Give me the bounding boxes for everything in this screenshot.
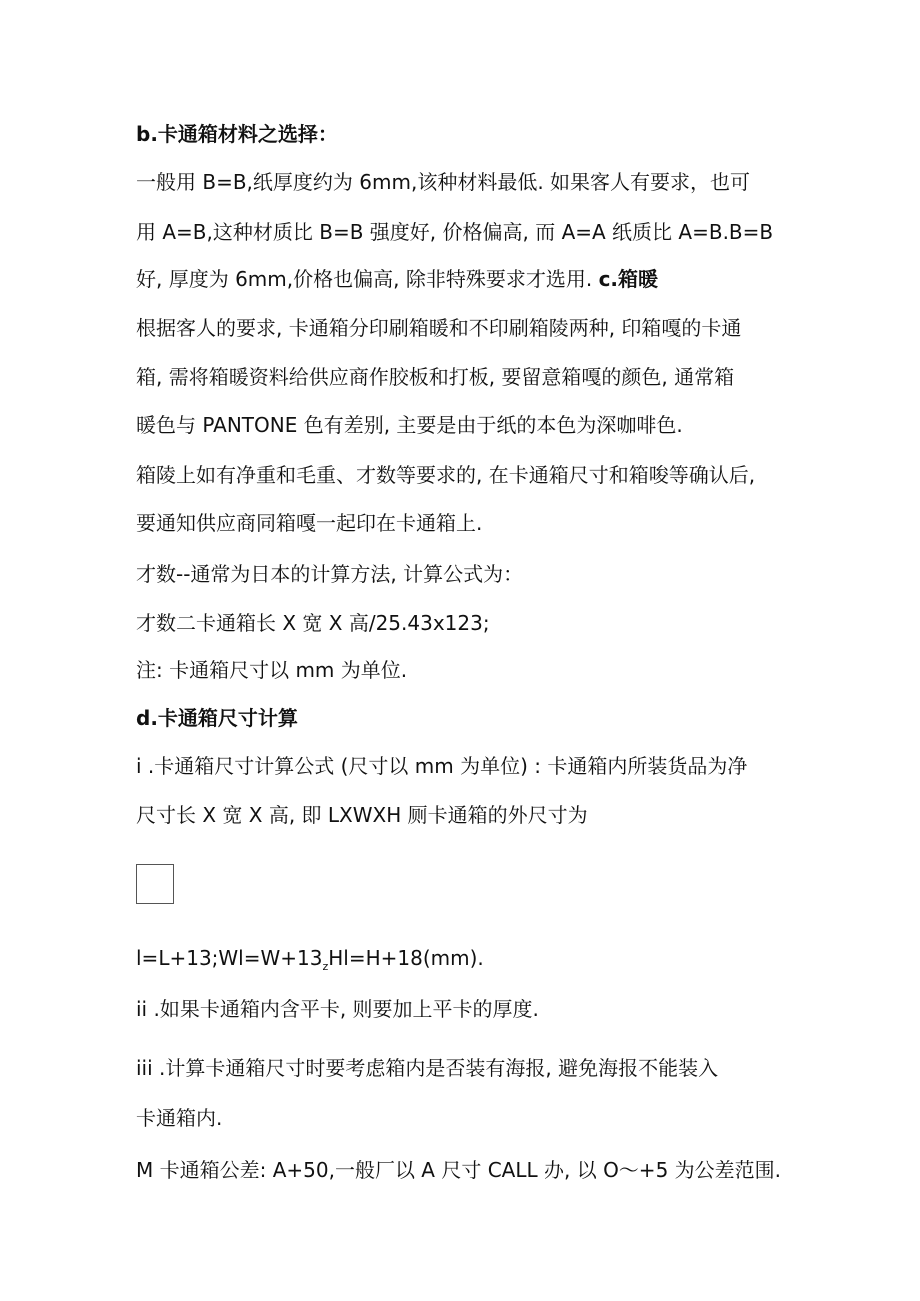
heading-c: c.箱暖 [598,267,659,291]
list-item-iii-cont: 卡通箱内. [136,1106,223,1130]
heading-b: b.卡通箱材料之选择： [136,122,338,146]
list-item-i-cont: 尺寸长 X 宽 X 高, 即 LXWXH 厕卡通箱的外尺寸为 [136,803,588,827]
paragraph-line: 才数--通常为日本的计算方法, 计算公式为： [136,562,524,586]
paragraph-line: 要通知供应商同箱嘎一起印在卡通箱上. [136,511,483,535]
tolerance-line: M 卡通箱公差: A+50,一般厂以 A 尺寸 CALL 办, 以 O～+5 为公差范围. [136,1158,782,1182]
list-item-i: i .卡通箱尺寸计算公式 (尺寸以 mm 为单位) : 卡通箱内所装货品为净 [136,754,748,778]
paragraph-line: 暖色与 PANTONE 色有差别, 主要是由于纸的本色为深咖啡色. [136,413,683,437]
paragraph-line: 用 A=B,这种材质比 B=B 强度好, 价格偏高, 而 A=A 纸质比 A=B.B=B [136,220,774,244]
paragraph-line: 一般用 B=B,纸厚度约为 6mm,该种材料最低. 如果客人有要求，也可 [136,170,751,194]
formula-text: l=L+13;Wl=W+13 [136,946,323,970]
paragraph-line: 箱陵上如有净重和毛重、才数等要求的, 在卡通箱尺寸和箱唆等确认后, [136,463,756,487]
paragraph-line: 才数二卡通箱长 X 宽 X 高/25.43x123; [136,611,490,635]
formula-line [136,944,484,981]
paragraph-line: 箱, 需将箱暖资料给供应商作胶板和打板, 要留意箱嘎的颜色, 通常箱 [136,365,735,389]
list-item-ii: ii .如果卡通箱内含平卡, 则要加上平卡的厚度. [136,997,539,1021]
heading-d: d.卡通箱尺寸计算 [136,706,298,730]
formula-subscript: z [322,960,329,973]
formula-image-placeholder [136,864,174,904]
paragraph-line: 根据客人的要求, 卡通箱分印刷箱暖和不印刷箱陵两种, 印箱嘎的卡通 [136,316,742,340]
formula-text: Hl=H+18(mm). [328,946,484,970]
paragraph-line: 注: 卡通箱尺寸以 mm 为单位. [136,658,408,682]
list-item-iii: iii .计算卡通箱尺寸时要考虑箱内是否装有海报, 避免海报不能装入 [136,1056,719,1080]
paragraph-text: 好, 厚度为 6mm,价格也偏高, 除非特殊要求才选用. [136,267,599,291]
paragraph-line [136,265,658,293]
